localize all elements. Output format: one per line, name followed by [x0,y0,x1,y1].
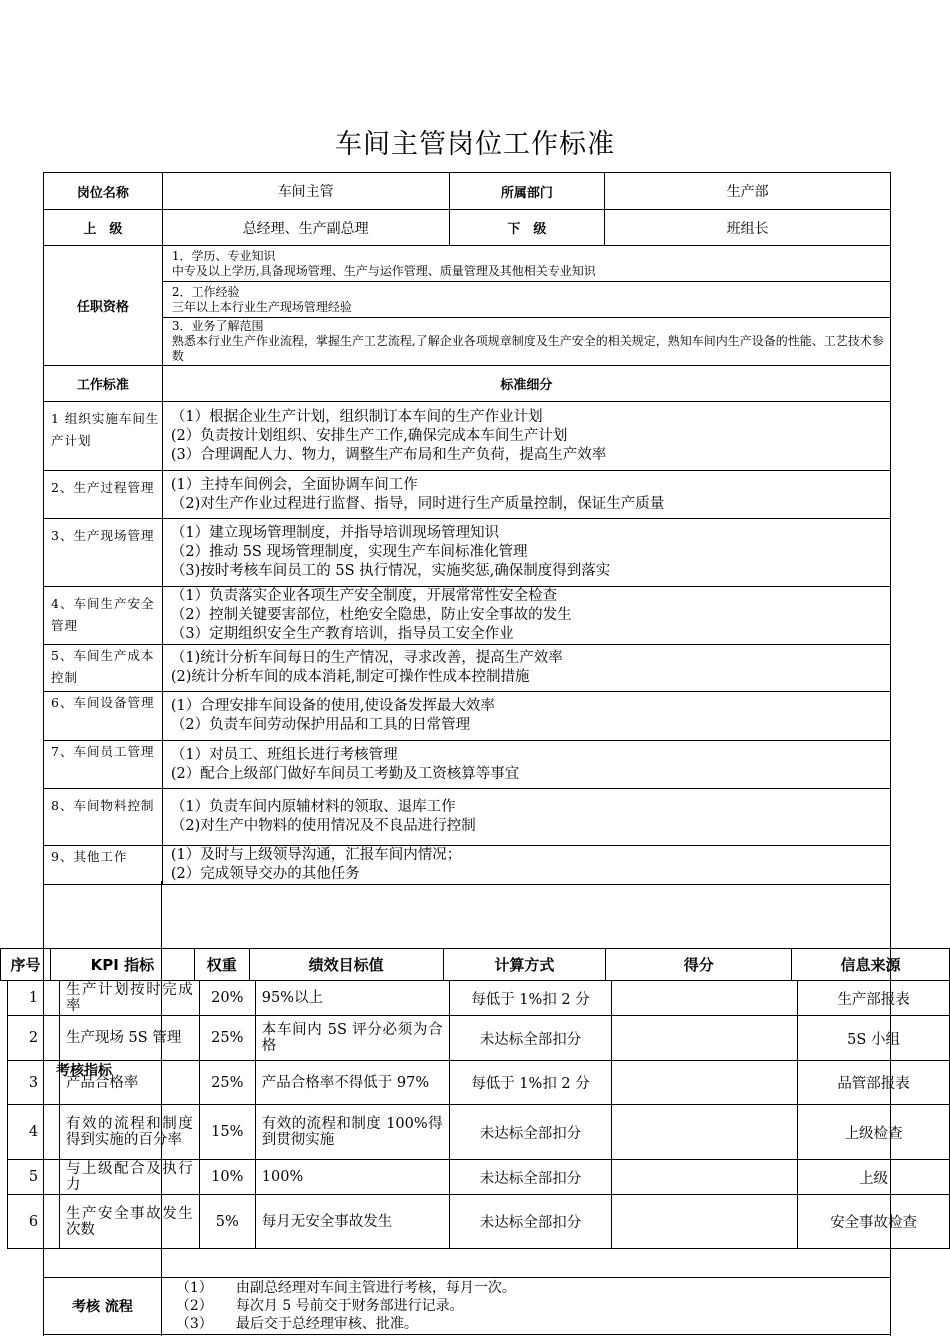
kpi-calc: 未达标全部扣分 [449,1105,612,1160]
process-step-number: （1） [175,1280,213,1296]
kpi-name: 与上级配合及执行力 [59,1160,199,1195]
superior-value: 总经理、生产副总理 [162,210,449,246]
standard-detail [162,587,890,645]
kpi-name: 产品合格率 [59,1061,199,1105]
kpi-header-no: 序号 [1,949,51,981]
standard-line: (1）及时与上级领导沟通，汇报车间内情况； [170,847,462,863]
info-table [43,172,891,246]
kpi-score [612,981,798,1016]
standard-detail [162,741,890,789]
kpi-no: 4 [8,1105,60,1160]
standard-line: （1）根据企业生产计划，组织制订本车间的生产作业计划 [170,408,543,425]
qualification-label: 任职资格 [44,246,163,366]
kpi-no: 6 [8,1195,60,1249]
kpi-source: 上级 [798,1160,950,1195]
superior-label: 上 级 [44,210,163,246]
kpi-source: 5S 小组 [798,1016,950,1061]
standard-label: 4、车间生产安全管理 [44,587,163,645]
standard-line: (2)统计分析车间的成本消耗,制定可操作性成本控制措施 [170,669,530,685]
standard-line: (2）负责按计划组织、安排生产工作,确保完成本车间生产计划 [170,427,568,444]
dept-label: 所属部门 [449,173,605,210]
kpi-target: 有效的流程和制度 100%得到贯彻实施 [255,1105,449,1160]
kpi-table [7,980,950,1249]
kpi-name: 生产现场 5S 管理 [59,1016,199,1061]
kpi-target: 本车间内 5S 评分必须为合格 [255,1016,449,1061]
standards-header-right: 标准细分 [162,366,890,402]
standard-label: 1 组织实施车间生产计划 [44,402,163,471]
standard-label: 3、生产现场管理 [44,519,163,587]
kpi-calc: 未达标全部扣分 [449,1195,612,1249]
standard-label: 5、车间生产成本控制 [44,645,163,692]
standards-header-left: 工作标准 [44,366,163,402]
process-step [176,1279,890,1297]
kpi-header-calc: 计算方式 [443,949,606,981]
kpi-target: 每月无安全事故发生 [255,1195,449,1249]
page-title: 车间主管岗位工作标准 [335,129,615,160]
position-value: 车间主管 [162,173,449,210]
standard-detail [162,789,890,846]
subordinate-value: 班组长 [605,210,891,246]
standard-line: （1）对员工、班组长进行考核管理 [170,746,398,763]
qualification-item-title: 3．业务了解范围 [171,319,264,333]
kpi-weight: 25% [199,1016,255,1061]
kpi-source: 安全事故检查 [798,1195,950,1249]
standard-line: (2）完成领导交办的其他任务 [170,866,360,882]
kpi-weight: 15% [199,1105,255,1160]
kpi-header-score: 得分 [606,949,792,981]
qualification-item-title: 1．学历、专业知识 [171,248,276,263]
standards-table [43,245,891,885]
kpi-score [612,1195,798,1249]
standard-detail [162,519,890,587]
process-step [176,1315,890,1333]
qualification-item [162,318,890,366]
standard-line: （2）负责车间劳动保护用品和工具的日常管理 [170,717,471,733]
standard-label: 2、生产过程管理 [44,471,163,519]
kpi-calc: 每低于 1%扣 2 分 [449,1061,612,1105]
standard-label: 6、车间设备管理 [44,692,163,741]
kpi-calc: 未达标全部扣分 [449,1160,612,1195]
kpi-header-weight: 权重 [194,949,249,981]
kpi-name: 生产计划按时完成率 [59,981,199,1016]
kpi-section-label: 考核指标 [56,1063,112,1079]
kpi-weight: 20% [199,981,255,1016]
qualification-item-text: 熟悉本行业生产作业流程，掌握生产工艺流程,了解企业各项规章制度及生产安全的相关规定，熟知车间内生产设备的性能、工艺技术参数 [171,334,884,363]
standard-label: 8、车间物料控制 [44,789,163,846]
process-step-number: （3） [175,1316,213,1332]
kpi-calc: 未达标全部扣分 [449,1016,612,1061]
kpi-source: 品管部报表 [798,1061,950,1105]
standard-detail [162,692,890,741]
standard-line: （1）负责落实企业各项生产安全制度，开展常常性安全检查 [170,588,558,604]
standard-line: （2)对生产中物料的使用情况及不良品进行控制 [170,818,476,834]
kpi-header-source: 信息来源 [792,949,950,981]
kpi-weight: 10% [199,1160,255,1195]
process-label: 考核 流程 [44,1278,162,1335]
qualification-item-title: 2．工作经验 [171,284,240,299]
kpi-header-table [0,948,950,981]
standard-line: (2）配合上级部门做好车间员工考勤及工资核算等事宜 [170,765,520,782]
process-table [43,1277,891,1335]
standard-line: （3）定期组织安全生产教育培训，指导员工安全作业 [170,626,514,642]
process-steps [161,1278,890,1335]
kpi-no: 1 [8,981,60,1016]
standard-line: （1）负责车间内原辅材料的领取、退库工作 [170,799,456,815]
kpi-source: 上级检查 [798,1105,950,1160]
subordinate-label: 下 级 [449,210,605,246]
position-label: 岗位名称 [44,173,163,210]
kpi-no: 3 [8,1061,60,1105]
standard-detail [162,645,890,692]
standard-line: （1)统计分析车间每日的生产情况，寻求改善，提高生产效率 [170,650,563,666]
standard-line: （2）控制关键要害部位，杜绝安全隐患，防止安全事故的发生 [170,607,572,623]
kpi-target: 100% [255,1160,449,1195]
standard-line: (1）合理安排车间设备的使用,使设备发挥最大效率 [170,698,495,714]
process-step-number: （2） [175,1298,213,1314]
kpi-name: 生产安全事故发生次数 [59,1195,199,1249]
kpi-no: 2 [8,1016,60,1061]
kpi-score [612,1061,798,1105]
qualification-item-text: 三年以上本行业生产现场管理经验 [171,299,352,314]
standard-label: 7、车间员工管理 [44,741,163,789]
kpi-score [612,1160,798,1195]
qualification-item [162,246,890,282]
standard-line: (1）主持车间例会，全面协调车间工作 [170,476,418,493]
standard-detail [162,471,890,519]
standard-line: (3）合理调配人力、物力，调整生产布局和生产负荷，提高生产效率 [170,446,607,463]
kpi-score [612,1105,798,1160]
standard-line: （2)对生产作业过程进行监督、指导，同时进行生产质量控制，保证生产质量 [170,495,665,512]
standard-label: 9、其他工作 [44,846,163,885]
kpi-no: 5 [8,1160,60,1195]
standard-line: （1）建立现场管理制度，并指导培训现场管理知识 [170,525,500,541]
dept-value: 生产部 [605,173,891,210]
kpi-source: 生产部报表 [798,981,950,1016]
process-step-text: 每次月 5 号前交于财务部进行记录。 [235,1298,464,1314]
standard-line: （3)按时考核车间员工的 5S 执行情况，实施奖惩,确保制度得到落实 [170,563,611,579]
qualification-item-text: 中专及以上学历,具备现场管理、生产与运作管理、质量管理及其他相关专业知识 [171,263,596,278]
kpi-header-target: 绩效目标值 [249,949,443,981]
kpi-target: 95%以上 [255,981,449,1016]
kpi-score [612,1016,798,1061]
kpi-header-name: KPI 指标 [50,949,194,981]
standard-detail [162,402,890,471]
standard-line: （2）推动 5S 现场管理制度，实现生产车间标准化管理 [170,544,528,560]
standard-detail [162,846,890,885]
process-step-text: 最后交于总经理审核、批准。 [235,1316,418,1332]
kpi-target: 产品合格率不得低于 97% [255,1061,449,1105]
kpi-weight: 5% [199,1195,255,1249]
process-step [176,1297,890,1315]
qualification-item [162,282,890,318]
kpi-name: 有效的流程和制度得到实施的百分率 [59,1105,199,1160]
process-step-text: 由副总经理对车间主管进行考核，每月一次。 [235,1280,516,1296]
kpi-weight: 25% [199,1061,255,1105]
kpi-calc: 每低于 1%扣 2 分 [449,981,612,1016]
